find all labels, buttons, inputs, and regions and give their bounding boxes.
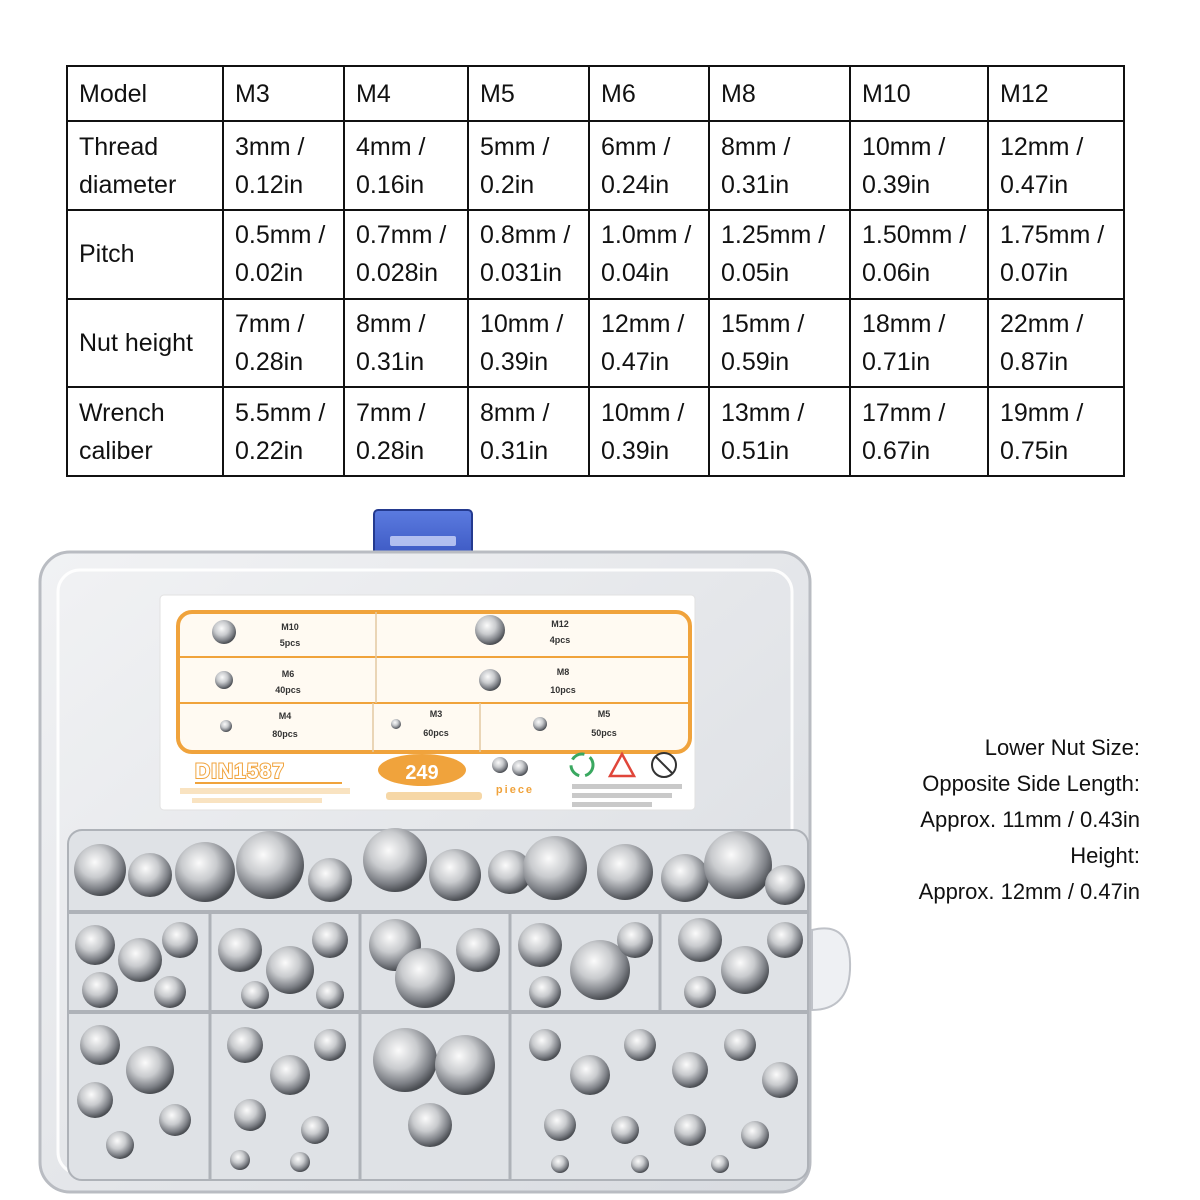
nut-thumbnail-icon — [215, 671, 233, 689]
cell-imperial: 0.028in — [356, 259, 439, 288]
cell-metric: 12mm / — [1000, 132, 1084, 161]
table-cell — [589, 387, 709, 476]
nut-thumbnail-icon — [492, 757, 508, 773]
table-cell — [850, 299, 988, 388]
cell-metric: 19mm / — [1000, 398, 1084, 427]
note-line: Opposite Side Length: — [922, 771, 1140, 796]
cell-imperial: 0.71in — [862, 347, 931, 376]
table-cell — [344, 121, 468, 210]
note-line: Lower Nut Size: — [984, 735, 1140, 760]
cell-metric: 7mm / — [235, 309, 305, 338]
cell-metric: 8mm / — [480, 398, 550, 427]
cell-imperial: 0.31in — [480, 436, 549, 465]
nut-thumbnail-icon — [391, 719, 401, 729]
cell-metric: 1.25mm / — [721, 221, 826, 250]
cell-imperial: 0.22in — [235, 436, 304, 465]
table-cell — [589, 121, 709, 210]
cell-imperial: 0.12in — [235, 170, 304, 199]
cell-imperial: 0.47in — [1000, 170, 1069, 199]
cell-metric: 15mm / — [721, 309, 805, 338]
row-label: Nut height — [67, 299, 223, 388]
cell-imperial: 0.05in — [721, 259, 790, 288]
header-cell: M12 — [988, 66, 1124, 121]
header-cell: Model — [67, 66, 223, 121]
cell-metric: 0.7mm / — [356, 221, 447, 250]
cell-metric: 4mm / — [356, 132, 426, 161]
table-cell — [988, 387, 1124, 476]
cell-metric: 10mm / — [862, 132, 946, 161]
cell-metric: 10mm / — [601, 398, 685, 427]
brand-title: DIN1587 — [195, 760, 285, 783]
cell-imperial: 0.39in — [601, 436, 670, 465]
cell-metric: 12mm / — [601, 309, 685, 338]
cell-metric: 5.5mm / — [235, 398, 326, 427]
cell-imperial: 0.2in — [480, 170, 535, 199]
label-qty: 5pcs — [279, 638, 301, 648]
table-cell — [468, 299, 589, 388]
header-cell: M5 — [468, 66, 589, 121]
cell-metric: 18mm / — [862, 309, 946, 338]
table-cell — [223, 121, 344, 210]
table-cell — [344, 299, 468, 388]
header-cell: M3 — [223, 66, 344, 121]
label-qty: 50pcs — [591, 728, 617, 738]
nut-thumbnail-icon — [512, 760, 528, 776]
row-label-line: caliber — [79, 436, 153, 465]
nut-thumbnail-icon — [475, 615, 505, 645]
cell-metric: 22mm / — [1000, 309, 1084, 338]
table-cell — [468, 387, 589, 476]
cell-imperial: 0.02in — [235, 259, 304, 288]
cell-imperial: 0.031in — [480, 259, 563, 288]
cell-imperial: 0.28in — [235, 347, 304, 376]
table-row — [67, 299, 1124, 388]
header-cell: M6 — [589, 66, 709, 121]
table-row — [67, 387, 1124, 476]
cell-imperial: 0.07in — [1000, 259, 1069, 288]
table-cell — [850, 121, 988, 210]
cell-imperial: 0.39in — [480, 347, 549, 376]
table-row — [67, 210, 1124, 299]
label-model: M10 — [281, 622, 299, 632]
nut-thumbnail-icon — [212, 620, 236, 644]
label-qty: 4pcs — [549, 635, 571, 645]
cell-metric: 0.5mm / — [235, 221, 326, 250]
nut-thumbnail-icon — [533, 717, 547, 731]
cell-metric: 3mm / — [235, 132, 305, 161]
cell-imperial: 0.31in — [721, 170, 790, 199]
cell-imperial: 0.87in — [1000, 347, 1069, 376]
cell-metric: 1.75mm / — [1000, 221, 1105, 250]
label-model: M5 — [597, 709, 611, 719]
row-label-line: diameter — [79, 170, 177, 199]
cell-metric: 1.0mm / — [601, 221, 692, 250]
note-line: Height: — [1070, 843, 1140, 868]
cell-imperial: 0.51in — [721, 436, 790, 465]
label-qty: 40pcs — [275, 685, 301, 695]
cell-imperial: 0.28in — [356, 436, 425, 465]
row-label: Pitch — [67, 210, 223, 299]
table-cell — [988, 210, 1124, 299]
table-cell — [709, 210, 850, 299]
note-line: Approx. 12mm / 0.47in — [918, 879, 1140, 904]
spec-table — [66, 65, 1125, 477]
cell-imperial: 0.75in — [1000, 436, 1069, 465]
row-label-line: Thread — [79, 132, 159, 161]
table-cell — [223, 387, 344, 476]
label-model: M3 — [429, 709, 443, 719]
table-cell — [223, 210, 344, 299]
label-model: M8 — [556, 667, 570, 677]
cell-metric: 1.50mm / — [862, 221, 967, 250]
cell-metric: 7mm / — [356, 398, 426, 427]
box-label-card — [160, 595, 695, 810]
label-qty: 10pcs — [550, 685, 576, 695]
cell-imperial: 0.04in — [601, 259, 670, 288]
table-cell — [709, 121, 850, 210]
label-model: M4 — [278, 711, 292, 721]
cell-imperial: 0.16in — [356, 170, 425, 199]
note-line: Approx. 11mm / 0.43in — [920, 807, 1140, 832]
row-label — [67, 387, 223, 476]
table-cell — [709, 299, 850, 388]
row-label — [67, 121, 223, 210]
table-header-row — [67, 66, 1124, 121]
lower-nut-size-note — [780, 730, 1140, 910]
nut-thumbnail-icon — [479, 669, 501, 691]
table-cell — [988, 299, 1124, 388]
header-cell: M10 — [850, 66, 988, 121]
label-model: M12 — [551, 619, 569, 629]
cell-metric: 5mm / — [480, 132, 550, 161]
table-cell — [344, 387, 468, 476]
table-row — [67, 121, 1124, 210]
cell-metric: 0.8mm / — [480, 221, 571, 250]
table-cell — [850, 387, 988, 476]
table-cell — [223, 299, 344, 388]
cell-imperial: 0.31in — [356, 347, 425, 376]
piece-unit: piece — [495, 784, 535, 796]
piece-count: 249 — [405, 762, 439, 784]
cell-metric: 17mm / — [862, 398, 946, 427]
table-cell — [709, 387, 850, 476]
table-cell — [988, 121, 1124, 210]
header-cell: M4 — [344, 66, 468, 121]
cell-metric: 8mm / — [721, 132, 791, 161]
cell-imperial: 0.24in — [601, 170, 670, 199]
label-qty: 60pcs — [423, 728, 449, 738]
table-cell — [589, 210, 709, 299]
cell-metric: 13mm / — [721, 398, 805, 427]
label-qty: 80pcs — [272, 729, 298, 739]
nut-thumbnail-icon — [220, 720, 232, 732]
cell-metric: 6mm / — [601, 132, 671, 161]
product-photo — [0, 500, 880, 1200]
label-model: M6 — [281, 669, 295, 679]
table-cell — [850, 210, 988, 299]
row-label-line: Wrench — [79, 398, 165, 427]
cell-imperial: 0.06in — [862, 259, 931, 288]
cell-imperial: 0.59in — [721, 347, 790, 376]
cell-imperial: 0.67in — [862, 436, 931, 465]
table-cell — [468, 121, 589, 210]
cell-imperial: 0.39in — [862, 170, 931, 199]
table-cell — [468, 210, 589, 299]
cell-metric: 8mm / — [356, 309, 426, 338]
cell-imperial: 0.47in — [601, 347, 670, 376]
table-cell — [344, 210, 468, 299]
header-cell: M8 — [709, 66, 850, 121]
table-cell — [589, 299, 709, 388]
cell-metric: 10mm / — [480, 309, 564, 338]
